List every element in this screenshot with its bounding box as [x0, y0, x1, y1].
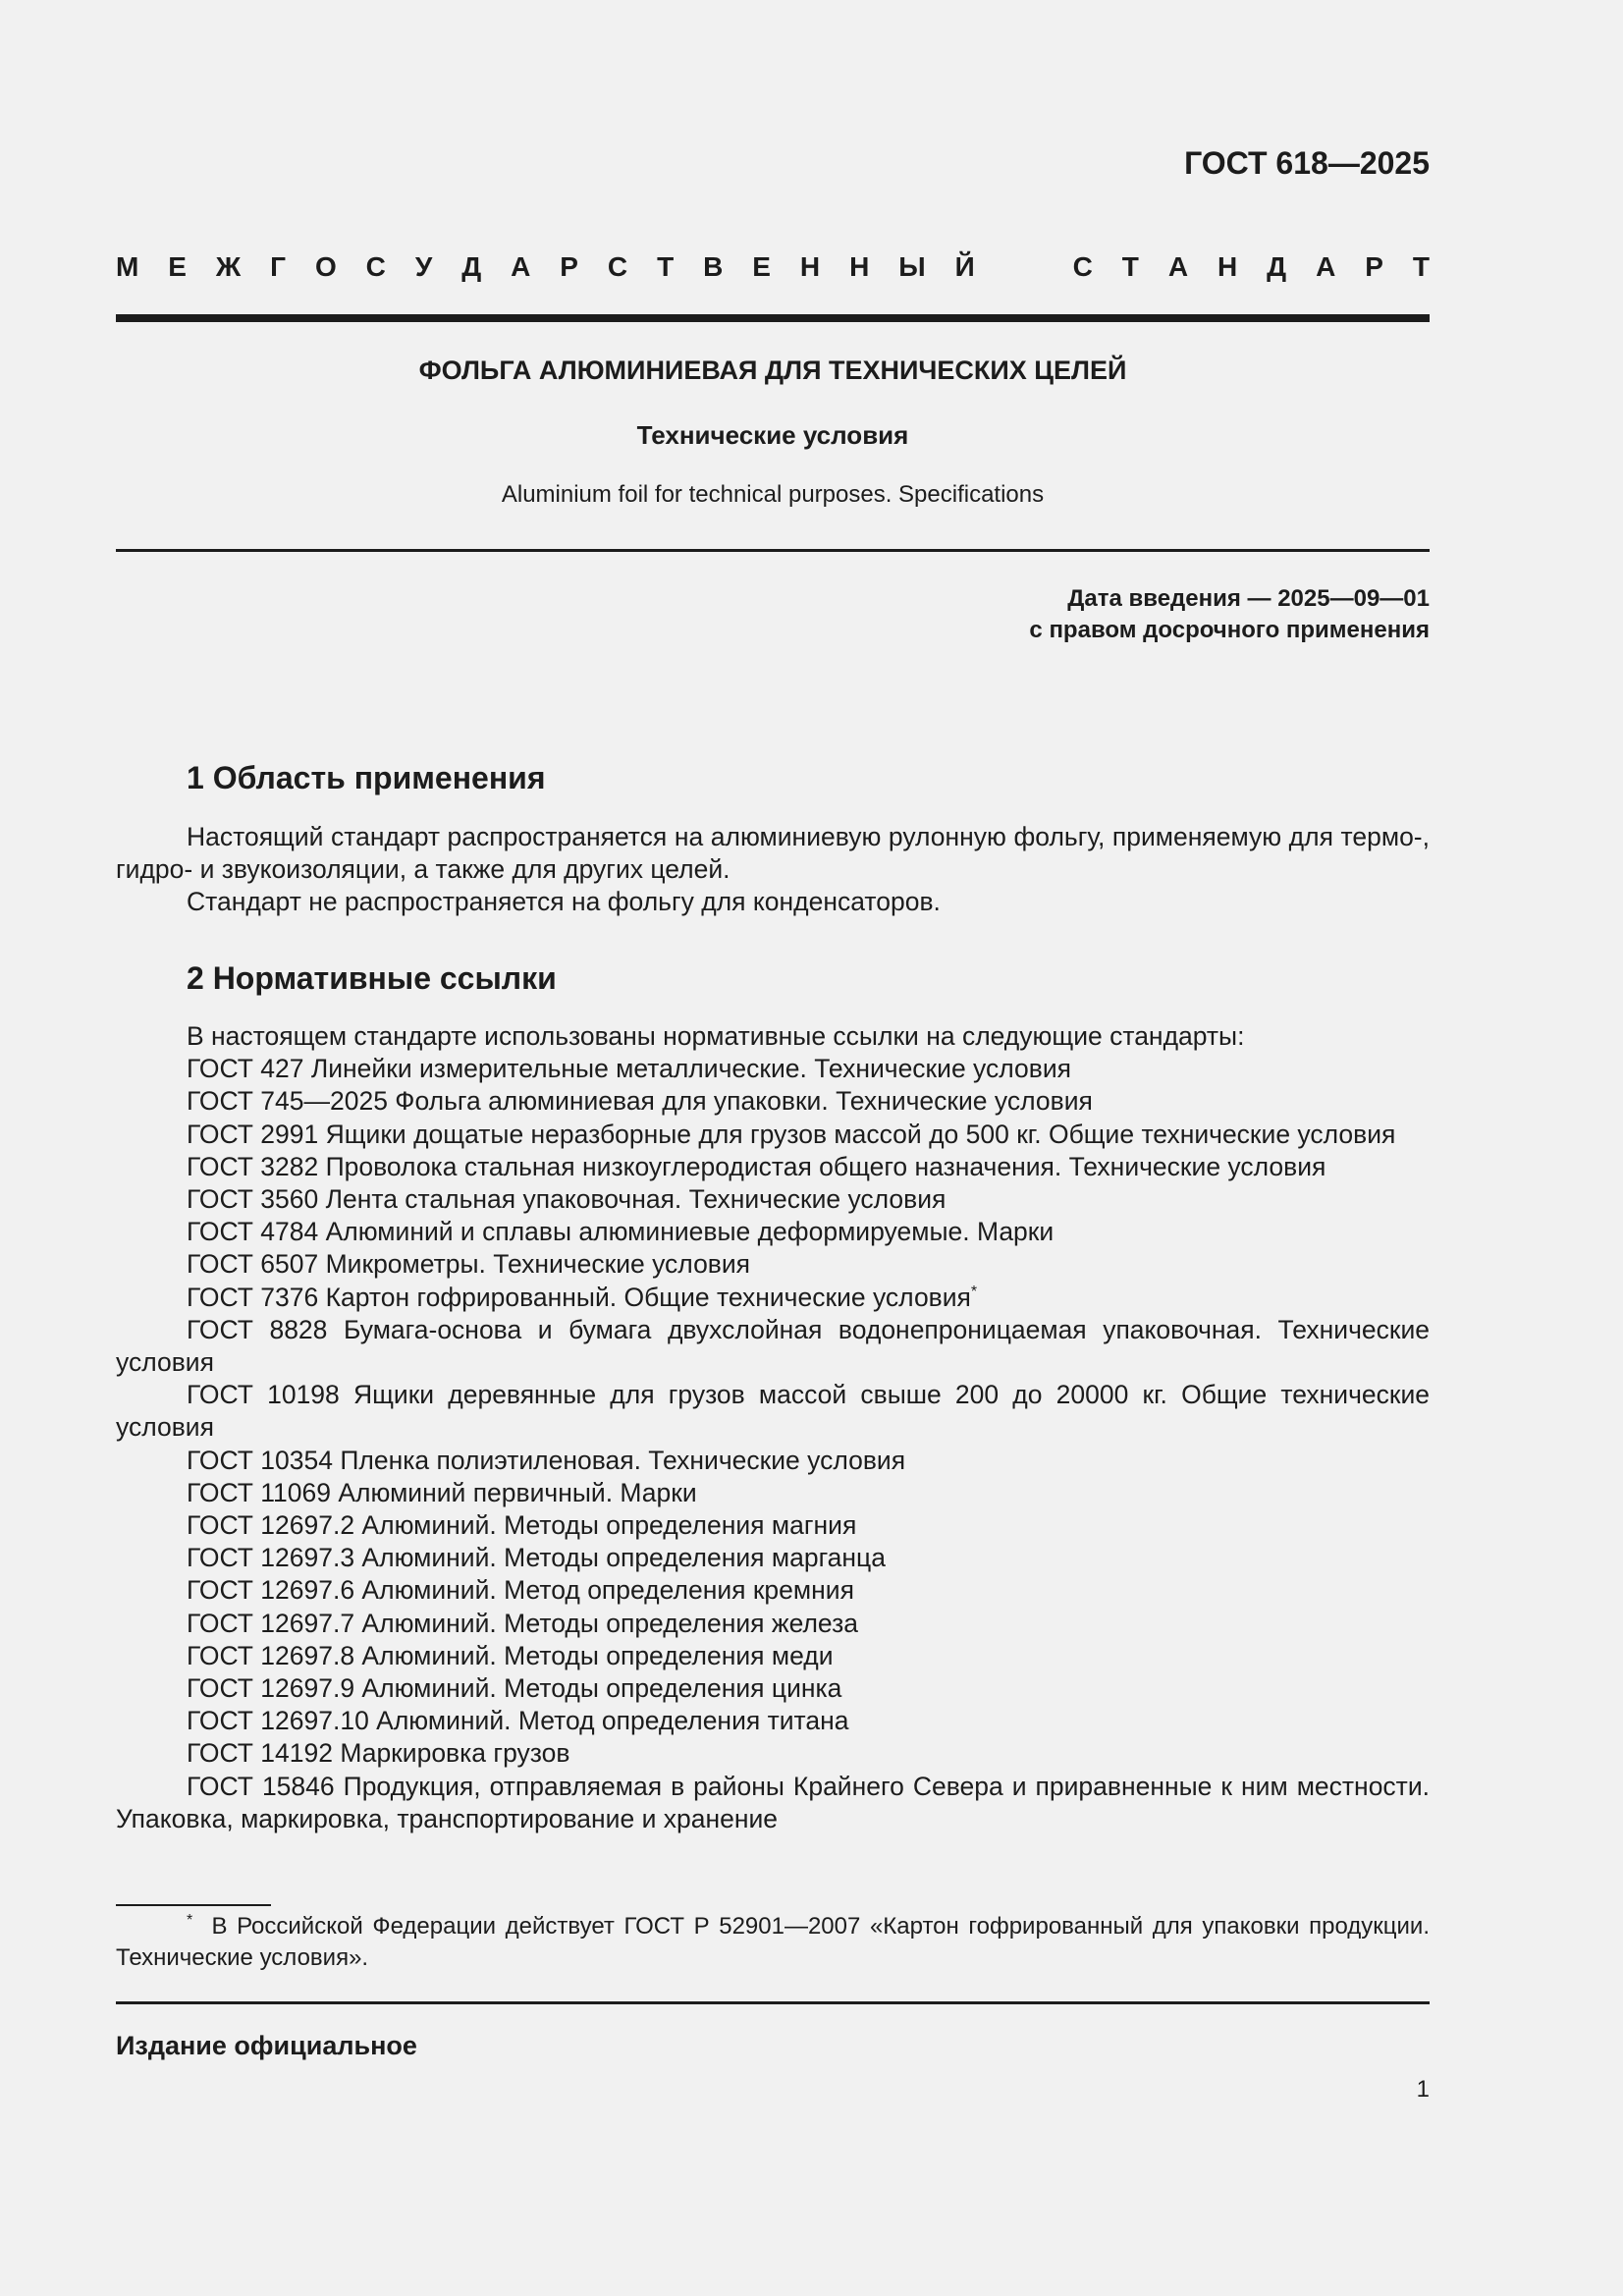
early-application-line: с правом досрочного применения: [1029, 617, 1430, 643]
reference-text: ГОСТ 12697.2 Алюминий. Методы определения магния: [187, 1510, 857, 1541]
reference-item: [116, 1574, 1430, 1607]
reference-text: ГОСТ 427 Линейки измерительные металлические. Технические условия: [187, 1054, 1071, 1084]
interstate-word-letter: Ы: [898, 251, 926, 282]
reference-item: [116, 1053, 1430, 1085]
reference-item: [116, 1672, 1430, 1705]
interstate-word-letter: Т: [657, 251, 675, 282]
standard-word-letter: Д: [1267, 251, 1287, 282]
reference-item: [116, 1282, 1430, 1314]
reference-text: ГОСТ 14192 Маркировка грузов: [187, 1738, 570, 1769]
reference-text: ГОСТ 12697.3 Алюминий. Методы определения марганца: [187, 1543, 886, 1573]
reference-item: [116, 1477, 1430, 1509]
interstate-word-letter: У: [414, 251, 433, 282]
footnote-divider: [116, 1904, 271, 1906]
footnote: [116, 1911, 1430, 1974]
reference-text: ГОСТ 12697.6 Алюминий. Метод определения кремния: [187, 1575, 854, 1606]
footer-divider: [116, 2001, 1430, 2004]
interstate-word-letter: Й: [954, 251, 975, 282]
reference-item: [116, 1542, 1430, 1574]
section-1-body: [116, 821, 1430, 919]
reference-item: [116, 1705, 1430, 1737]
reference-text: ГОСТ 6507 Микрометры. Технические условия: [187, 1249, 751, 1280]
reference-text: ГОСТ 4784 Алюминий и сплавы алюминиевые деформируемые. Марки: [187, 1217, 1055, 1247]
reference-text: ГОСТ 10354 Пленка полиэтиленовая. Технические условия: [187, 1445, 906, 1475]
section-2-intro: В настоящем стандарте использованы нормативные ссылки на следующие стандарты:: [187, 1021, 1245, 1051]
english-title: Aluminium foil for technical purposes. Specifications: [501, 481, 1045, 508]
reference-item: [116, 1608, 1430, 1640]
interstate-word-letter: О: [314, 251, 337, 282]
reference-item: [116, 1216, 1430, 1248]
interstate-word-letter: Н: [849, 251, 870, 282]
reference-item: [116, 1248, 1430, 1281]
interstate-word-letter: Е: [752, 251, 771, 282]
interstate-word-letter: С: [607, 251, 628, 282]
interstate-standard-label: [116, 251, 1430, 283]
reference-item: [116, 1445, 1430, 1477]
official-edition-label: Издание официальное: [116, 2031, 417, 2060]
section-1-paragraph: Настоящий стандарт распространяется на алюминиевую рулонную фольгу, применяемую для термо-, гидро- и звукоизоляции, а также для других целей.: [116, 822, 1430, 885]
interstate-word-letter: А: [511, 251, 531, 282]
reference-text: ГОСТ 745—2025 Фольга алюминиевая для упаковки. Технические условия: [187, 1086, 1093, 1117]
reference-text: ГОСТ 12697.8 Алюминий. Методы определения меди: [187, 1640, 834, 1670]
reference-text: ГОСТ 12697.10 Алюминий. Метод определения титана: [187, 1706, 849, 1736]
reference-text: ГОСТ 2991 Ящики дощатые неразборные для грузов массой до 500 кг. Общие технические условия: [187, 1119, 1396, 1149]
reference-item: [116, 1771, 1430, 1835]
reference-text: ГОСТ 15846 Продукция, отправляемая в районы Крайнего Севера и приравненные к ним местности. Упаковка, маркировка, транспортирование и хранение: [116, 1771, 1430, 1833]
interstate-word-letter: Н: [799, 251, 821, 282]
reference-text: ГОСТ 7376 Картон гофрированный. Общие технические условия: [187, 1282, 971, 1312]
reference-item: [116, 1119, 1430, 1151]
section-1-heading: 1 Область применения: [187, 760, 546, 795]
interstate-word-letter: Р: [560, 251, 578, 282]
reference-item: [116, 1640, 1430, 1672]
section-2-body: [116, 1020, 1430, 1835]
reference-footnote-mark: *: [970, 1283, 978, 1300]
document-title: ФОЛЬГА АЛЮМИНИЕВАЯ ДЛЯ ТЕХНИЧЕСКИХ ЦЕЛЕЙ: [418, 355, 1127, 385]
interstate-word-letter: Ж: [215, 251, 242, 282]
reference-text: ГОСТ 11069 Алюминий первичный. Марки: [187, 1477, 697, 1507]
reference-text: ГОСТ 3560 Лента стальная упаковочная. Технические условия: [187, 1184, 947, 1215]
reference-item: [116, 1085, 1430, 1118]
interstate-word-letter: С: [365, 251, 386, 282]
title-divider: [116, 549, 1430, 552]
standard-word-letter: Р: [1365, 251, 1383, 282]
section-2-heading: 2 Нормативные ссылки: [187, 960, 557, 996]
reference-text: ГОСТ 10198 Ящики деревянные для грузов массой свыше 200 до 20000 кг. Общие технические условия: [116, 1380, 1430, 1443]
references-list: [116, 1053, 1430, 1835]
reference-text: ГОСТ 12697.7 Алюминий. Методы определения железа: [187, 1608, 858, 1638]
interstate-word-letter: Г: [270, 251, 287, 282]
footnote-mark: *: [187, 1912, 193, 1929]
section-1-paragraph: Стандарт не распространяется на фольгу для конденсаторов.: [187, 887, 941, 917]
reference-item: [116, 1151, 1430, 1183]
document-code: ГОСТ 618—2025: [1184, 145, 1430, 181]
page-number: 1: [1416, 2076, 1430, 2103]
reference-item: [116, 1183, 1430, 1216]
introduction-date: [1029, 583, 1430, 646]
standard-word-letter: А: [1167, 251, 1189, 282]
standard-word-letter: А: [1316, 251, 1336, 282]
interstate-word-letter: М: [116, 251, 139, 282]
footnote-text: В Российской Федерации действует ГОСТ Р 52901—2007 «Картон гофрированный для упаковки продукции. Технические условия».: [116, 1913, 1431, 1971]
standard-word-letter: Т: [1121, 251, 1139, 282]
standard-word-letter: Н: [1217, 251, 1238, 282]
document-subtitle: Технические условия: [636, 420, 909, 450]
interstate-word-letter: Е: [168, 251, 187, 282]
reference-item: [116, 1509, 1430, 1542]
reference-text: ГОСТ 3282 Проволока стальная низкоуглеродистая общего назначения. Технические условия: [187, 1151, 1326, 1181]
introduction-date-line: Дата введения — 2025—09—01: [1067, 585, 1430, 612]
interstate-word-letter: В: [703, 251, 724, 282]
reference-text: ГОСТ 12697.9 Алюминий. Методы определения цинка: [187, 1673, 842, 1704]
standard-word-letter: С: [1072, 251, 1093, 282]
header-divider: [116, 314, 1430, 322]
reference-text: ГОСТ 8828 Бумага-основа и бумага двухслойная водонепроницаемая упаковочная. Технические условия: [116, 1314, 1430, 1378]
interstate-word-letter: Д: [461, 251, 482, 282]
reference-item: [116, 1314, 1430, 1379]
word-gap: [1004, 251, 1044, 283]
reference-item: [116, 1737, 1430, 1770]
standard-word-letter: Т: [1412, 251, 1430, 282]
reference-item: [116, 1379, 1430, 1444]
